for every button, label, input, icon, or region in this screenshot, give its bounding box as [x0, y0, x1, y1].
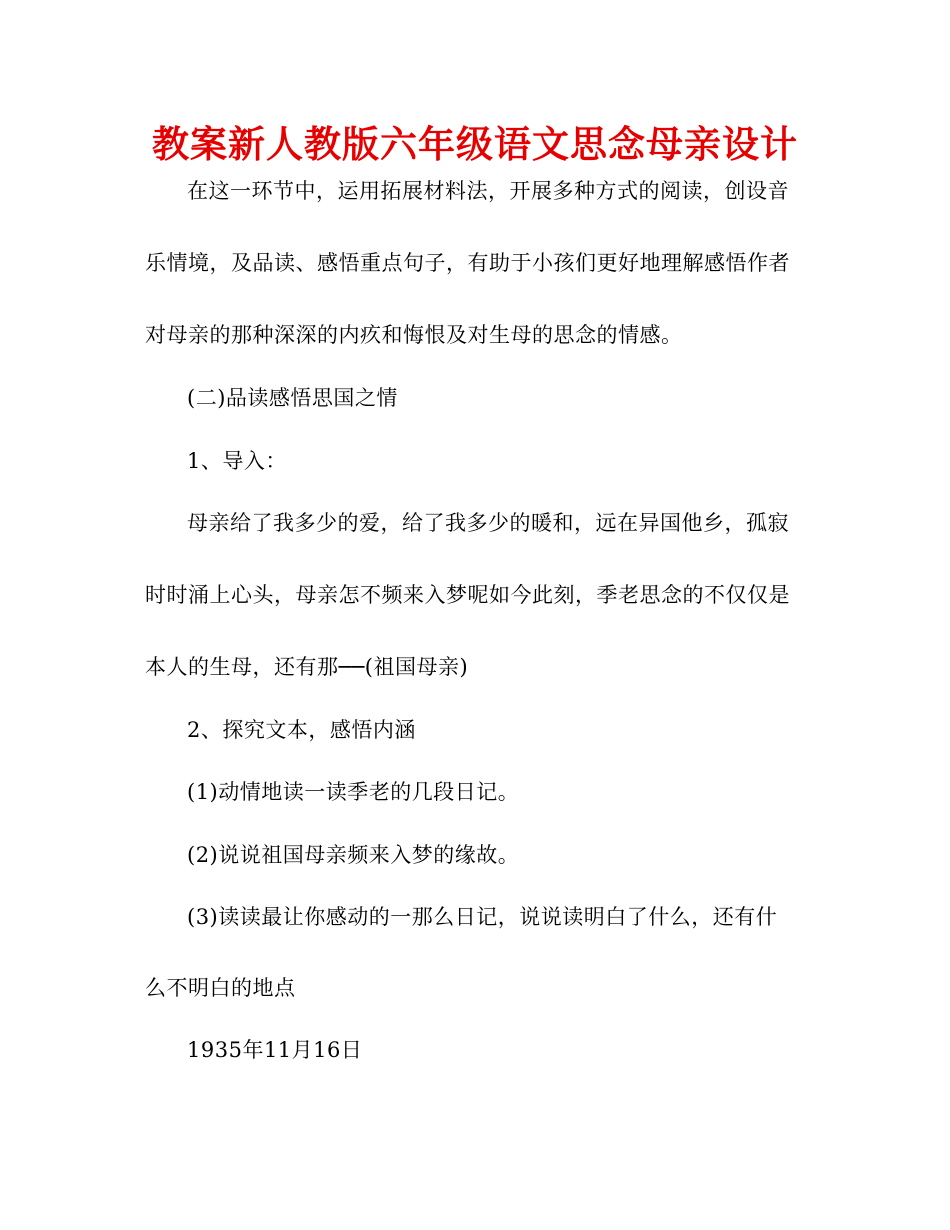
paragraph-line-4: 母亲给了我多少的爱，给了我多少的暖和，远在异国他乡，孤寂 [187, 511, 789, 535]
paragraph-line-3: 对母亲的那种深深的内疚和悔恨及对生母的思念的情感。 [145, 323, 683, 347]
sub-item-1: (1)动情地读一读季老的几段日记。 [187, 780, 520, 804]
section-heading: (二)品读感悟思国之情 [187, 386, 398, 410]
document-title: 教案新人教版六年级语文思念母亲设计 [152, 123, 798, 166]
paragraph-line-1: 在这一环节中，运用拓展材料法，开展多种方式的阅读，创设音 [187, 179, 789, 203]
date-line: 1935年11月16日 [187, 1038, 363, 1062]
sub-item-3-cont: 么不明白的地点 [145, 976, 296, 1000]
paragraph-line-6: 本人的生母，还有那──(祖国母亲) [145, 655, 469, 679]
paragraph-line-2: 乐情境，及品读、感悟重点句子，有助于小孩们更好地理解感悟作者 [145, 251, 790, 275]
list-item-explore: 2、探究文本，感悟内涵 [187, 718, 416, 742]
sub-item-2: (2)说说祖国母亲频来入梦的缘故。 [187, 843, 520, 867]
sub-item-3: (3)读读最让你感动的一那么日记，说说读明白了什么，还有什 [187, 905, 778, 929]
paragraph-line-5: 时时涌上心头，母亲怎不频来入梦呢如今此刻，季老思念的不仅仅是 [145, 583, 790, 607]
list-item-intro: 1、导入： [187, 449, 287, 473]
